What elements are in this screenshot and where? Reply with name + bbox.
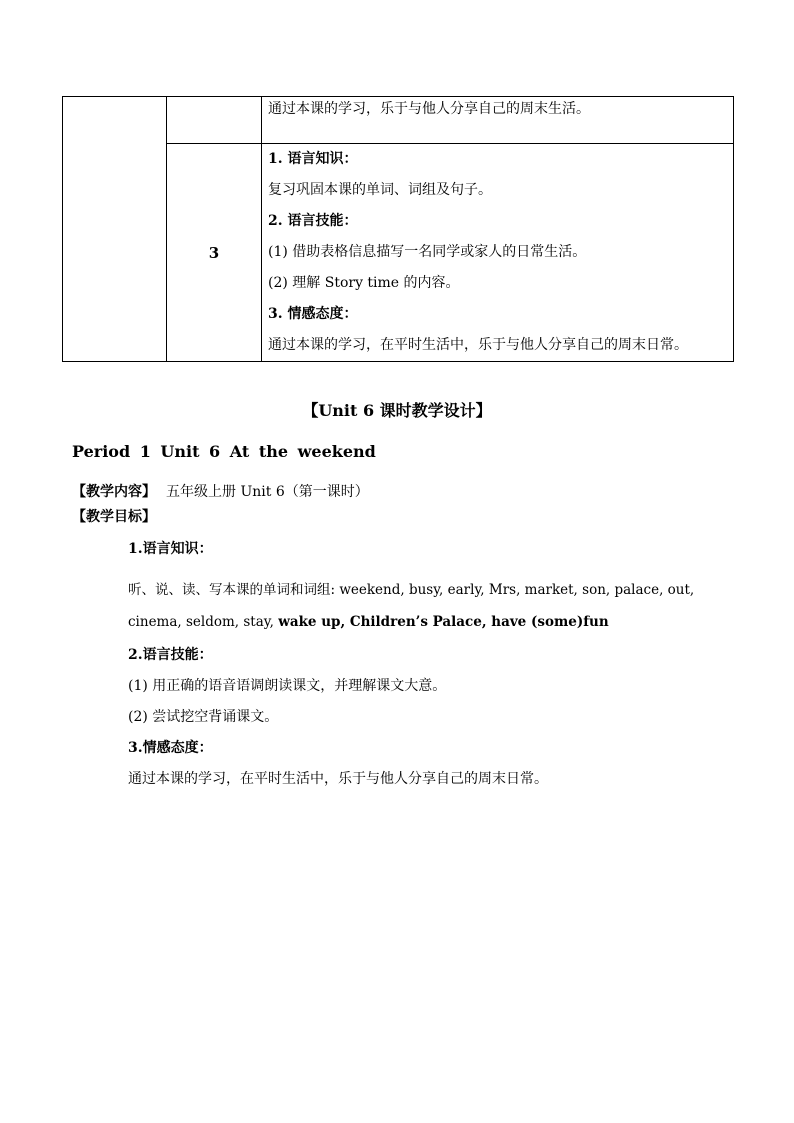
section-title: 【Unit 6 课时教学设计】: [302, 401, 492, 420]
goal-text: 通过本课的学习，乐于与他人分享自己的周末生活。: [268, 101, 590, 117]
goal-heading: 1. 语言知识：: [268, 151, 358, 167]
vocab-phrases: wake up, Children’s Palace, have (some)fun: [278, 614, 609, 630]
goal3-heading: 3.情感态度：: [128, 740, 213, 756]
goals-cell: [262, 97, 734, 144]
vocab-line: [128, 614, 609, 630]
goal-text: (2) 理解 Story time 的内容。: [268, 275, 460, 291]
period-heading: Period 1 Unit 6 At the weekend: [72, 442, 376, 461]
goals-label: 【教学目标】: [72, 509, 156, 525]
goal2-item: (2) 尝试挖空背诵课文。: [128, 709, 279, 725]
goal2-heading: 2.语言技能：: [128, 647, 213, 663]
goal-text: 复习巩固本课的单词、词组及句子。: [268, 182, 492, 198]
unit-cell: [63, 97, 167, 362]
goal-text: (1) 借助表格信息描写一名同学或家人的日常生活。: [268, 244, 587, 260]
content-label: 【教学内容】: [72, 484, 156, 500]
goal-heading: 3. 情感态度：: [268, 306, 358, 322]
period-cell-empty: [167, 97, 262, 144]
content-line: [72, 481, 369, 501]
lesson-plan-table: [62, 96, 734, 362]
vocab-words: cinema, seldom, stay,: [128, 614, 279, 630]
goal-text: 通过本课的学习，在平时生活中，乐于与他人分享自己的周末日常。: [268, 337, 688, 353]
content-text: 五年级上册 Unit 6（第一课时）: [166, 484, 369, 500]
goal1-heading: 1.语言知识：: [128, 541, 213, 557]
period-number-cell: 3: [167, 144, 262, 362]
table-row: [63, 97, 734, 144]
goal2-item: (1) 用正确的语音语调朗读课文，并理解课文大意。: [128, 678, 447, 694]
vocab-line: 听、说、读、写本课的单词和词组: weekend, busy, early, Mrs, market, son, palace, out,: [128, 582, 695, 598]
goal-heading: 2. 语言技能：: [268, 213, 358, 229]
goal3-text: 通过本课的学习，在平时生活中，乐于与他人分享自己的周末日常。: [128, 771, 548, 787]
goals-cell: [262, 144, 734, 362]
